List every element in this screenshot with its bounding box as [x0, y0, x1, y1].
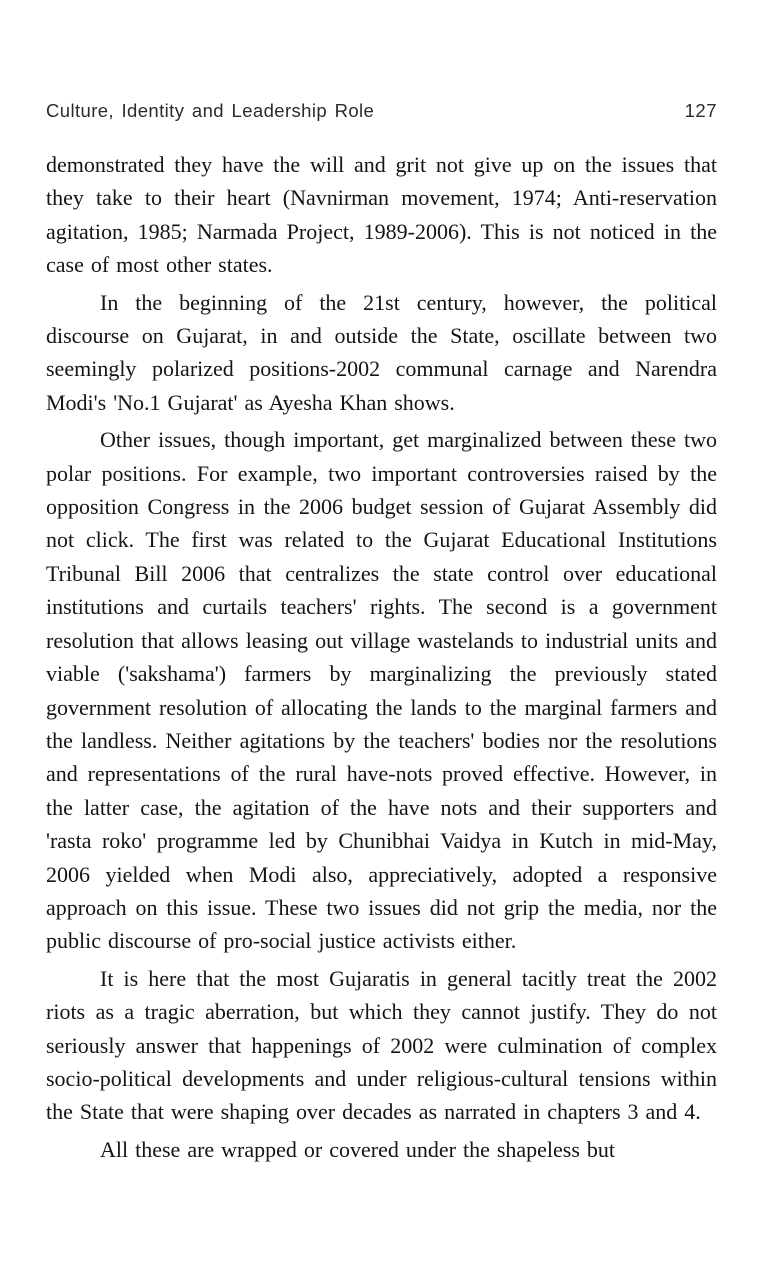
body-paragraph: In the beginning of the 21st century, however, the political discourse on Gujarat, in and outside the State, oscillate between two seemingly polarized positions-2002 communal carnage and Narendra Modi's 'No.1 Gujarat' as Ayesha Khan shows.	[46, 289, 717, 415]
body-paragraph: Other issues, though important, get marginalized between these two polar positions. For example, two important controversies raised by the opposition Congress in the 2006 budget session of Gujarat Assembly did not click. The first was related to the Gujarat Educational Institutions Tribunal Bill 2006 that centralizes the state control over educational institutions and curtails teachers' rights. The second is a government resolution that allows leasing out village wastelands to industrial units and viable ('sakshama') farmers by marginalizing the previously stated government resolution of allocating the lands to the marginal farmers and the landless. Neither agitations by the teachers' bodies nor the resolutions and representations of the rural have-nots proved effective. However, in the latter case, the agitation of the have nots and their supporters and 'rasta roko' programme led by Chunibhai Vaidya in Kutch in mid-May, 2006 yielded when Modi also, appreciatively, adopted a responsive approach on this issue. These two issues did not grip the media, nor the public discourse of pro-social justice activists either.	[46, 427, 717, 954]
body-paragraph: All these are wrapped or covered under the shapeless but	[100, 1136, 616, 1162]
page-body	[46, 148, 717, 1166]
page-number: 127	[684, 100, 717, 121]
running-header-title: Culture, Identity and Leadership Role	[46, 100, 375, 121]
body-paragraph: It is here that the most Gujaratis in general tacitly treat the 2002 riots as a tragic aberration, but which they cannot justify. They do not seriously answer that happenings of 2002 were culmination of complex socio-political developments and under religious-cultural tensions within the State that were shaping over decades as narrated in chapters 3 and 4.	[46, 965, 717, 1125]
running-header	[46, 100, 717, 122]
body-paragraph: demonstrated they have the will and grit not give up on the issues that they take to their heart (Navnirman movement, 1974; Anti-reservation agitation, 1985; Narmada Project, 1989-2006). This is not noticed in the case of most other states.	[46, 152, 717, 278]
